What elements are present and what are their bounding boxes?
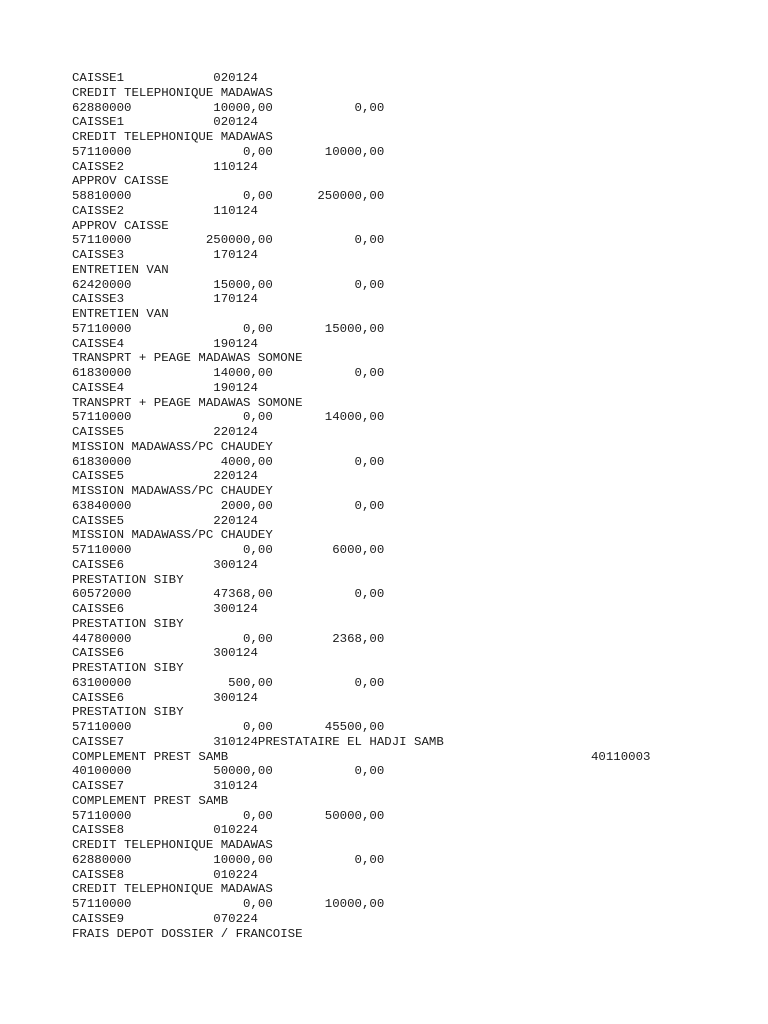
journal-line-text: 57110000 0,00 50000,00 (72, 808, 385, 823)
journal-line (72, 337, 444, 352)
journal-line (72, 130, 444, 145)
journal-line-text: 44780000 0,00 2368,00 (72, 631, 385, 646)
journal-line-text: 61830000 14000,00 0,00 (72, 366, 385, 380)
journal-line-text: CAISSE6 300124 (72, 602, 258, 616)
journal-line (72, 248, 444, 263)
journal-line (72, 71, 444, 86)
journal-line-text: CAISSE1 020124 (72, 115, 258, 130)
journal-line (72, 779, 444, 794)
journal-line (72, 145, 444, 160)
journal-line-text: 63100000 500,00 0,00 (72, 675, 385, 690)
journal-line (72, 86, 444, 101)
journal-line (72, 425, 444, 440)
journal-line-text: CREDIT TELEPHONIQUE MADAWAS (72, 838, 273, 852)
journal-line (72, 351, 444, 366)
journal-line-text: 57110000 0,00 6000,00 (72, 543, 385, 557)
journal-line (72, 646, 444, 661)
journal-line-text: 57110000 0,00 45500,00 (72, 720, 385, 734)
journal-line (72, 632, 444, 647)
journal-line (72, 749, 651, 765)
journal-line (72, 573, 444, 588)
journal-line (72, 440, 444, 455)
journal-line (72, 263, 444, 278)
account-code-right: 40110003 (591, 749, 651, 764)
journal-line (72, 735, 444, 750)
journal-line (72, 691, 444, 706)
journal-line-text: COMPLEMENT PREST SAMB (72, 793, 229, 808)
journal-line (72, 160, 444, 175)
journal-line-text: CAISSE6 300124 (72, 557, 258, 572)
journal-line (72, 705, 444, 720)
journal-line (72, 794, 444, 809)
journal-line-text: CAISSE7 310124 (72, 779, 258, 793)
journal-line (72, 101, 444, 116)
journal-line-text: CAISSE8 010224 (72, 823, 258, 838)
journal-line-text: 57110000 0,00 14000,00 (72, 410, 385, 425)
journal-line (72, 927, 444, 942)
journal-line (72, 189, 444, 204)
journal-line-text: 62880000 10000,00 0,00 (72, 852, 385, 867)
journal-line-text: 62880000 10000,00 0,00 (72, 100, 385, 115)
journal-line (72, 868, 444, 883)
journal-line-text: 40100000 50000,00 0,00 (72, 764, 385, 779)
journal-line-text: CAISSE9 070224 (72, 911, 258, 926)
journal-line-text: CAISSE5 220124 (72, 469, 258, 484)
journal-line-text: CAISSE5 220124 (72, 513, 258, 528)
journal-line-text: 57110000 0,00 10000,00 (72, 144, 385, 159)
journal-line-text: PRESTATION SIBY (72, 705, 184, 720)
journal-line-text: CREDIT TELEPHONIQUE MADAWAS (72, 85, 273, 100)
journal-line-text: CAISSE7 310124PRESTATAIRE EL HADJI SAMB (72, 734, 444, 749)
journal-line-text: CAISSE3 170124 (72, 292, 258, 307)
journal-line-text: 63840000 2000,00 0,00 (72, 498, 385, 513)
journal-listing (72, 71, 651, 941)
journal-line (72, 587, 444, 602)
journal-line-text: 62420000 15000,00 0,00 (72, 277, 385, 292)
journal-line-text: PRESTATION SIBY (72, 661, 184, 675)
journal-line (72, 174, 444, 189)
journal-line-text: ENTRETIEN VAN (72, 307, 169, 321)
journal-line (72, 484, 444, 499)
journal-line (72, 204, 444, 219)
journal-line (72, 233, 444, 248)
journal-line-text: COMPLEMENT PREST SAMB (72, 749, 229, 764)
journal-line-text: TRANSPRT + PEAGE MADAWAS SOMONE (72, 351, 303, 366)
journal-line (72, 823, 444, 838)
journal-line-text: CAISSE6 300124 (72, 690, 258, 705)
journal-line-text: CAISSE4 190124 (72, 336, 258, 351)
journal-line (72, 514, 444, 529)
journal-line-text: CREDIT TELEPHONIQUE MADAWAS (72, 130, 273, 144)
journal-line-text: APPROV CAISSE (72, 174, 169, 189)
journal-line-text: CAISSE3 170124 (72, 248, 258, 262)
journal-line-text: PRESTATION SIBY (72, 572, 184, 587)
journal-line (72, 720, 444, 735)
journal-line (72, 543, 444, 558)
journal-line (72, 366, 444, 381)
journal-line-text: CAISSE5 220124 (72, 425, 258, 439)
journal-line (72, 853, 444, 868)
journal-line-text: 60572000 47368,00 0,00 (72, 587, 385, 602)
journal-line-text: CAISSE1 020124 (72, 71, 258, 85)
journal-line (72, 661, 444, 676)
journal-line-text: TRANSPRT + PEAGE MADAWAS SOMONE (72, 395, 303, 410)
journal-line (72, 381, 444, 396)
journal-line-text: CAISSE6 300124 (72, 646, 258, 661)
journal-line (72, 115, 444, 130)
journal-line (72, 897, 444, 912)
journal-line-text: CAISSE4 190124 (72, 380, 258, 395)
journal-line (72, 499, 444, 514)
journal-line (72, 278, 444, 293)
journal-line (72, 882, 444, 897)
journal-line (72, 838, 444, 853)
journal-line (72, 307, 444, 322)
journal-line (72, 764, 444, 779)
journal-line (72, 410, 444, 425)
journal-line-text: MISSION MADAWASS/PC CHAUDEY (72, 484, 273, 498)
journal-line-text: 57110000 0,00 15000,00 (72, 321, 385, 336)
journal-line-text: PRESTATION SIBY (72, 616, 184, 631)
journal-line (72, 219, 444, 234)
journal-line (72, 558, 444, 573)
journal-line (72, 676, 444, 691)
journal-line-text: FRAIS DEPOT DOSSIER / FRANCOISE (72, 926, 303, 941)
journal-line (72, 469, 444, 484)
journal-line-text: 58810000 0,00 250000,00 (72, 189, 385, 203)
journal-line (72, 528, 444, 543)
journal-line-text: 57110000 250000,00 0,00 (72, 233, 385, 248)
journal-line (72, 912, 444, 927)
journal-line (72, 809, 444, 824)
journal-line-text: CAISSE2 110124 (72, 159, 258, 174)
journal-line-text: MISSION MADAWASS/PC CHAUDEY (72, 439, 273, 454)
journal-line (72, 617, 444, 632)
journal-line-text: CAISSE8 010224 (72, 867, 258, 882)
journal-line-text: APPROV CAISSE (72, 218, 169, 233)
journal-line (72, 292, 444, 307)
journal-line-text: MISSION MADAWASS/PC CHAUDEY (72, 528, 273, 543)
journal-line (72, 396, 444, 411)
journal-line-text: CREDIT TELEPHONIQUE MADAWAS (72, 882, 273, 897)
journal-line-text: 57110000 0,00 10000,00 (72, 897, 385, 911)
journal-line-text: CAISSE2 110124 (72, 203, 258, 218)
journal-line (72, 455, 444, 470)
journal-line-text: 61830000 4000,00 0,00 (72, 454, 385, 469)
journal-line (72, 322, 444, 337)
journal-line (72, 602, 444, 617)
journal-line-text: ENTRETIEN VAN (72, 262, 169, 277)
